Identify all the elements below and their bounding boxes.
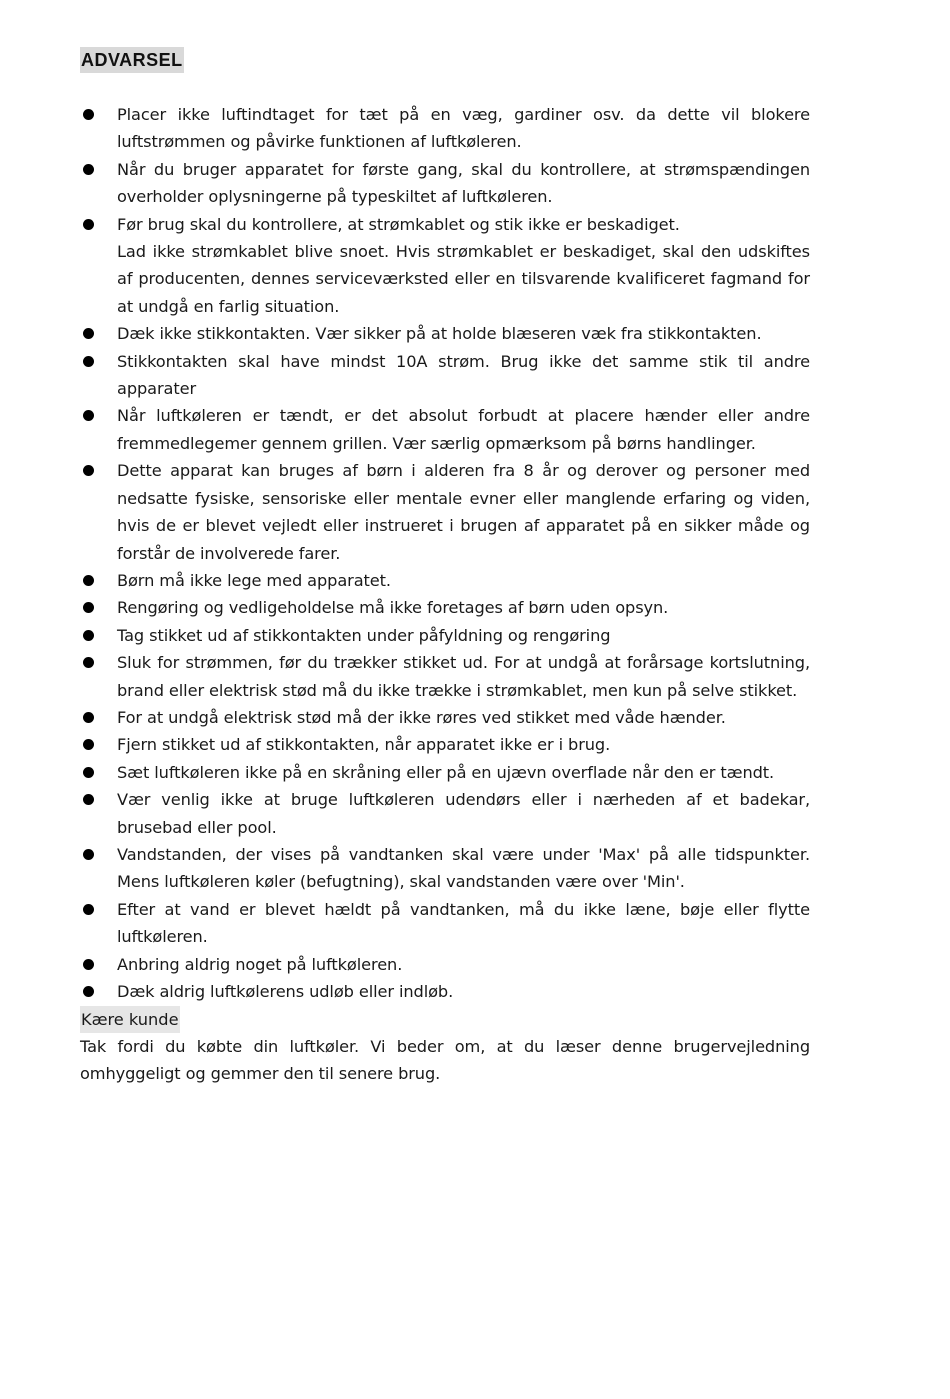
bullet-icon (83, 328, 94, 339)
warning-item (80, 402, 810, 457)
warning-item (80, 759, 810, 786)
bullet-icon (83, 630, 94, 641)
warning-item (80, 156, 810, 211)
bullet-icon (83, 465, 94, 476)
warning-text: Når luftkøleren er tændt, er det absolut forbudt at placere hænder eller andre fremmedlegemer gennem grillen. Vær særlig opmærksom på børns handlinger. (117, 406, 810, 453)
warning-item (80, 649, 810, 704)
warning-item (80, 951, 810, 978)
warning-item (80, 101, 810, 156)
warning-item (80, 622, 810, 649)
bullet-icon (83, 986, 94, 997)
warning-text: Børn må ikke lege med apparatet. (117, 570, 391, 590)
dear-customer-label: Kære kunde (80, 1006, 180, 1033)
warning-item (80, 457, 810, 567)
bullet-icon (83, 904, 94, 915)
warning-text: Vær venlig ikke at bruge luftkøleren udendørs eller i nærheden af et badekar, brusebad eller pool. (117, 790, 810, 837)
warning-item (80, 731, 810, 758)
warning-text: Fjern stikket ud af stikkontakten, når apparatet ikke er i brug. (117, 735, 611, 755)
warning-item (80, 348, 810, 403)
warning-text: Placer ikke luftindtaget for tæt på en væg, gardiner osv. da dette vil blokere luftstrømmen og påvirke funktionen af luftkøleren. (117, 105, 810, 152)
warning-text: Dette apparat kan bruges af børn i alderen fra 8 år og derover og personer med nedsatte fysiske, sensoriske eller mentale evner eller manglende erfaring og viden, hvis de er blevet vejledt eller instrueret i brugen af apparatet på en sikker måde og forstår de involverede farer. (117, 461, 810, 563)
warning-text: Dæk ikke stikkontakten. Vær sikker på at holde blæseren væk fra stikkontakten. (117, 324, 762, 344)
thanks-paragraph: Tak fordi du købte din luftkøler. Vi beder om, at du læser denne brugervejledning omhyggeligt og gemmer den til senere brug. (80, 1037, 810, 1084)
bullet-icon (83, 959, 94, 970)
warning-text: For at undgå elektrisk stød må der ikke røres ved stikket med våde hænder. (117, 707, 726, 727)
warning-text: Når du bruger apparatet for første gang, skal du kontrollere, at strømspændingen overholder oplysningerne på typeskiltet af luftkøleren. (117, 159, 810, 207)
bullet-icon (83, 575, 94, 586)
warning-item (80, 594, 810, 621)
warning-list (80, 101, 810, 1005)
warning-text: Stikkontakten skal have mindst 10A strøm. Brug ikke det samme stik til andre apparater (117, 351, 810, 399)
bullet-icon (83, 219, 94, 230)
warning-item (80, 786, 810, 841)
warning-text: Efter at vand er blevet hældt på vandtanken, må du ikke læne, bøje eller flytte luftkøleren. (117, 899, 810, 947)
warning-text: Vandstanden, der vises på vandtanken skal være under 'Max' på alle tidspunkter. Mens luftkøleren køler (befugtning), skal vandstanden være over 'Min'. (117, 844, 810, 892)
bullet-icon (83, 849, 94, 860)
bullet-icon (83, 739, 94, 750)
warning-item (80, 567, 810, 594)
bullet-icon (83, 767, 94, 778)
warning-item (80, 896, 810, 951)
bullet-icon (83, 712, 94, 723)
bullet-icon (83, 657, 94, 668)
warning-text: Sæt luftkøleren ikke på en skråning eller på en ujævn overflade når den er tændt. (117, 762, 775, 782)
bullet-icon (83, 794, 94, 805)
bullet-icon (83, 109, 94, 120)
warning-text: Anbring aldrig noget på luftkøleren. (117, 954, 403, 974)
warning-item (80, 841, 810, 896)
warning-item (80, 320, 810, 347)
warning-item (80, 978, 810, 1005)
warning-text: Rengøring og vedligeholdelse må ikke foretages af børn uden opsyn. (117, 598, 669, 618)
bullet-icon (83, 602, 94, 613)
warning-text: Sluk for strømmen, før du trækker stikket ud. For at undgå at forårsage kortslutning, brand eller elektrisk stød må du ikke trække i strømkablet, men kun på selve stikket. (117, 653, 810, 700)
warning-text: Før brug skal du kontrollere, at strømkablet og stik ikke er beskadiget. (117, 214, 680, 234)
bullet-icon (83, 164, 94, 175)
warning-text: Dæk aldrig luftkølerens udløb eller indløb. (117, 982, 454, 1001)
warning-continuation-text: Lad ikke strømkablet blive snoet. Hvis strømkablet er beskadiget, skal den udskiftes af producenten, dennes serviceværksted eller en tilsvarende kvalificeret fagmand for at undgå en farlig situation. (117, 242, 810, 316)
warning-text: Tag stikket ud af stikkontakten under påfyldning og rengøring (117, 625, 611, 645)
warning-item (80, 704, 810, 731)
bullet-icon (83, 356, 94, 367)
bullet-icon (83, 410, 94, 421)
warning-item (80, 211, 810, 321)
warning-heading: ADVARSEL (80, 47, 184, 73)
